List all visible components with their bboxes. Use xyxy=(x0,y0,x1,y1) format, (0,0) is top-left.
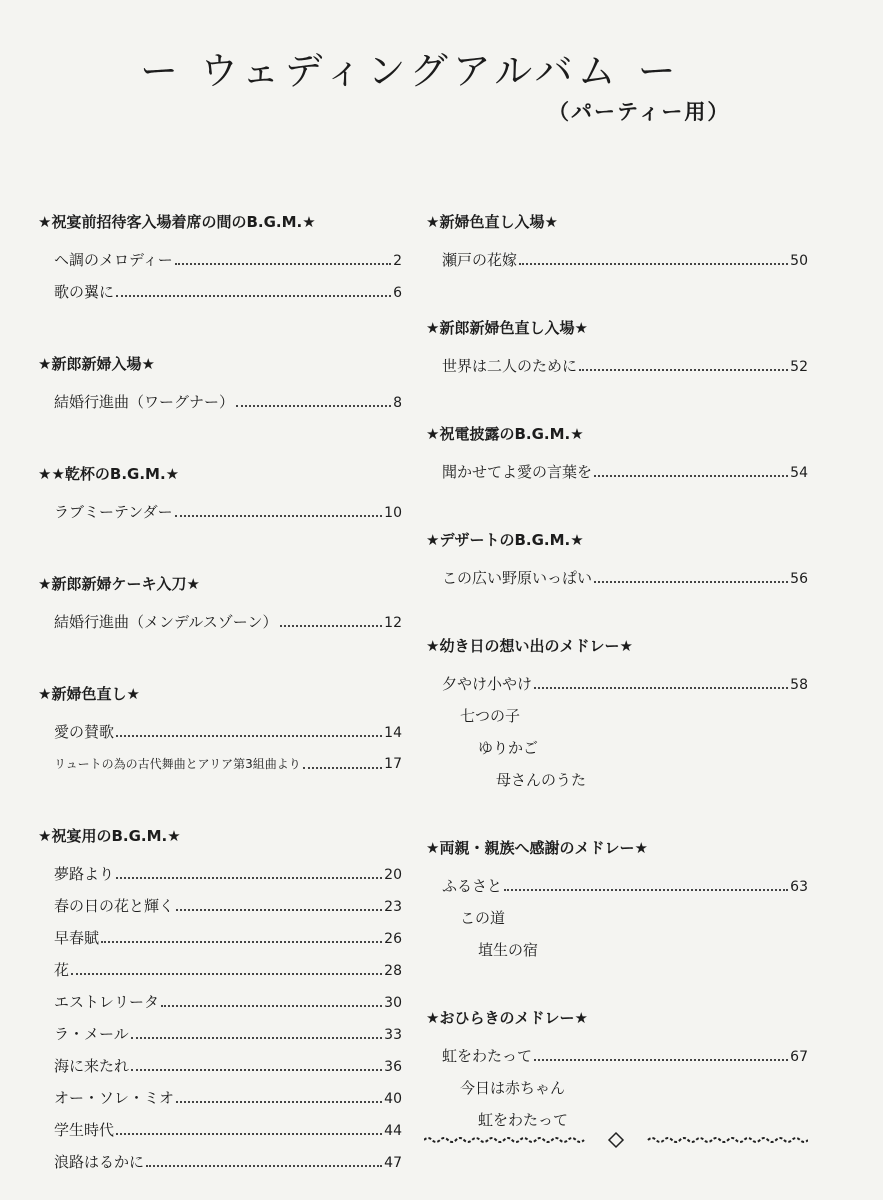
page-number: 20 xyxy=(384,867,402,883)
entry-title: ふるさと xyxy=(442,877,503,895)
medley-subtitle: 母さんのうた xyxy=(496,771,587,789)
medley-subtitle: 七つの子 xyxy=(460,707,521,725)
page-number: 8 xyxy=(393,395,402,411)
entry-title: 浪路はるかに xyxy=(54,1153,145,1171)
entry-title: 花 xyxy=(54,961,70,979)
page-number: 17 xyxy=(384,756,402,772)
toc-entry xyxy=(426,870,808,902)
section-heading: ★祝電披露のB.G.M.★ xyxy=(426,425,584,443)
dot-leader xyxy=(116,295,391,297)
entry-title: 結婚行進曲（メンデルスゾーン） xyxy=(54,613,278,631)
toc-section xyxy=(426,526,808,594)
page-number: 2 xyxy=(393,253,402,269)
entry-title: 聞かせてよ愛の言葉を xyxy=(442,463,593,481)
section-gap xyxy=(426,382,808,420)
dot-leader xyxy=(176,909,382,911)
entry-title: オー・ソレ・ミオ xyxy=(54,1089,175,1107)
dot-leader xyxy=(504,889,788,891)
dot-leader xyxy=(101,941,382,943)
page-number: 12 xyxy=(384,615,402,631)
entry-title: この広い野原いっぱい xyxy=(442,569,593,587)
toc-section xyxy=(426,208,808,276)
toc-section xyxy=(426,420,808,488)
dot-leader xyxy=(175,263,391,265)
medley-subtitle: 今日は赤ちゃん xyxy=(460,1079,566,1097)
dot-leader xyxy=(131,1037,382,1039)
toc-entry xyxy=(426,668,808,700)
section-heading: ★新郎新婦ケーキ入刀★ xyxy=(38,575,200,593)
page-subtitle: （パーティー用） xyxy=(548,100,731,124)
section-heading: ★幼き日の想い出のメドレー★ xyxy=(426,637,633,655)
toc-entry xyxy=(38,496,402,528)
toc-section xyxy=(38,350,402,418)
dot-leader xyxy=(303,767,382,769)
toc-entry xyxy=(38,922,402,954)
dot-leader xyxy=(594,581,788,583)
section-gap xyxy=(426,966,808,1004)
toc-entry xyxy=(426,244,808,276)
dot-leader xyxy=(534,1059,788,1061)
section-gap xyxy=(38,638,402,680)
page-number: 14 xyxy=(384,725,402,741)
toc-section xyxy=(38,822,402,1178)
toc-section xyxy=(38,460,402,528)
section-gap xyxy=(426,276,808,314)
page-number: 28 xyxy=(384,963,402,979)
page-number: 50 xyxy=(790,253,808,269)
page-number: 33 xyxy=(384,1027,402,1043)
section-gap xyxy=(38,308,402,350)
section-gap xyxy=(38,418,402,460)
toc-section xyxy=(426,1004,808,1136)
toc-right-column xyxy=(426,208,808,1136)
section-heading: ★おひらきのメドレー★ xyxy=(426,1009,588,1027)
dot-leader xyxy=(594,475,788,477)
page-number: 26 xyxy=(384,931,402,947)
section-gap xyxy=(38,528,402,570)
toc-section xyxy=(38,208,402,308)
toc-section xyxy=(426,834,808,966)
entry-title: 虹をわたって xyxy=(442,1047,533,1065)
toc-entry xyxy=(38,1082,402,1114)
toc-entry xyxy=(38,606,402,638)
page-number: 10 xyxy=(384,505,402,521)
dot-leader xyxy=(161,1005,382,1007)
page-number: 58 xyxy=(790,677,808,693)
section-heading: ★祝宴前招待客入場着席の間のB.G.M.★ xyxy=(38,213,316,231)
entry-title: ヘ調のメロディー xyxy=(54,251,173,269)
toc-entry xyxy=(38,748,402,780)
dot-leader xyxy=(534,687,788,689)
dot-leader xyxy=(236,405,391,407)
section-heading: ★新郎新婦色直し入場★ xyxy=(426,319,588,337)
section-gap xyxy=(426,488,808,526)
medley-subtitle: ゆりかご xyxy=(478,739,539,757)
dot-leader xyxy=(280,625,383,627)
entry-title: 愛の賛歌 xyxy=(54,723,115,741)
ornament-divider xyxy=(424,1130,808,1150)
toc-entry xyxy=(426,456,808,488)
toc-entry xyxy=(426,562,808,594)
toc-section xyxy=(426,314,808,382)
entry-title: 夕やけ小やけ xyxy=(442,675,533,693)
medley-subtitle: 埴生の宿 xyxy=(478,941,539,959)
section-gap xyxy=(426,594,808,632)
page-number: 30 xyxy=(384,995,402,1011)
page-number: 54 xyxy=(790,465,808,481)
toc-entry xyxy=(38,858,402,890)
page-number: 36 xyxy=(384,1059,402,1075)
page-number: 63 xyxy=(790,879,808,895)
toc-entry xyxy=(38,1146,402,1178)
dot-leader xyxy=(116,1133,382,1135)
toc-entry xyxy=(426,350,808,382)
entry-title: 歌の翼に xyxy=(54,283,115,301)
section-gap xyxy=(38,780,402,822)
dot-leader xyxy=(116,735,382,737)
toc-entry xyxy=(38,986,402,1018)
toc-section xyxy=(426,632,808,796)
page-number: 6 xyxy=(393,285,402,301)
page-title: ー ウェディングアルバム ー xyxy=(140,49,681,93)
toc-entry xyxy=(38,276,402,308)
dot-leader xyxy=(71,973,382,975)
toc-entry xyxy=(38,890,402,922)
dot-leader xyxy=(519,263,788,265)
dot-leader xyxy=(146,1165,382,1167)
page-number: 67 xyxy=(790,1049,808,1065)
page-number: 56 xyxy=(790,571,808,587)
entry-title: ラブミーテンダー xyxy=(54,503,173,521)
toc-section xyxy=(38,680,402,780)
entry-title: ラ・メール xyxy=(54,1025,129,1043)
page-number: 47 xyxy=(384,1155,402,1171)
entry-title: リュートの為の古代舞曲とアリア第3組曲より xyxy=(54,757,301,771)
toc-entry xyxy=(38,1050,402,1082)
page-number: 44 xyxy=(384,1123,402,1139)
page-number: 52 xyxy=(790,359,808,375)
entry-title: 夢路より xyxy=(54,865,115,883)
toc-entry xyxy=(426,1040,808,1072)
toc-section xyxy=(38,570,402,638)
section-heading: ★両親・親族へ感謝のメドレー★ xyxy=(426,839,648,857)
dot-leader xyxy=(579,369,788,371)
entry-title: 結婚行進曲（ワーグナー） xyxy=(54,393,235,411)
entry-title: 海に来たれ xyxy=(54,1057,130,1075)
toc-entry xyxy=(38,716,402,748)
section-heading: ★★乾杯のB.G.M.★ xyxy=(38,465,180,483)
dot-leader xyxy=(131,1069,382,1071)
section-heading: ★新婦色直し★ xyxy=(38,685,140,703)
toc-entry xyxy=(38,244,402,276)
toc-entry xyxy=(38,954,402,986)
section-heading: ★デザートのB.G.M.★ xyxy=(426,531,584,549)
section-heading: ★新婦色直し入場★ xyxy=(426,213,558,231)
entry-title: 春の日の花と輝く xyxy=(54,897,175,915)
entry-title: エストレリータ xyxy=(54,993,160,1011)
medley-subtitle: この道 xyxy=(460,909,506,927)
entry-title: 学生時代 xyxy=(54,1121,115,1139)
page-number: 23 xyxy=(384,899,402,915)
page-number: 40 xyxy=(384,1091,402,1107)
toc-entry xyxy=(38,386,402,418)
dot-leader xyxy=(175,515,383,517)
section-gap xyxy=(426,796,808,834)
medley-subtitle: 虹をわたって xyxy=(478,1111,569,1129)
entry-title: 早春賦 xyxy=(54,929,100,947)
entry-title: 瀬戸の花嫁 xyxy=(442,251,518,269)
toc-entry xyxy=(38,1114,402,1146)
section-heading: ★新郎新婦入場★ xyxy=(38,355,155,373)
entry-title: 世界は二人のために xyxy=(442,357,578,375)
toc-entry xyxy=(38,1018,402,1050)
toc-left-column xyxy=(38,208,402,1178)
dot-leader xyxy=(176,1101,382,1103)
section-heading: ★祝宴用のB.G.M.★ xyxy=(38,827,181,845)
dot-leader xyxy=(116,877,382,879)
